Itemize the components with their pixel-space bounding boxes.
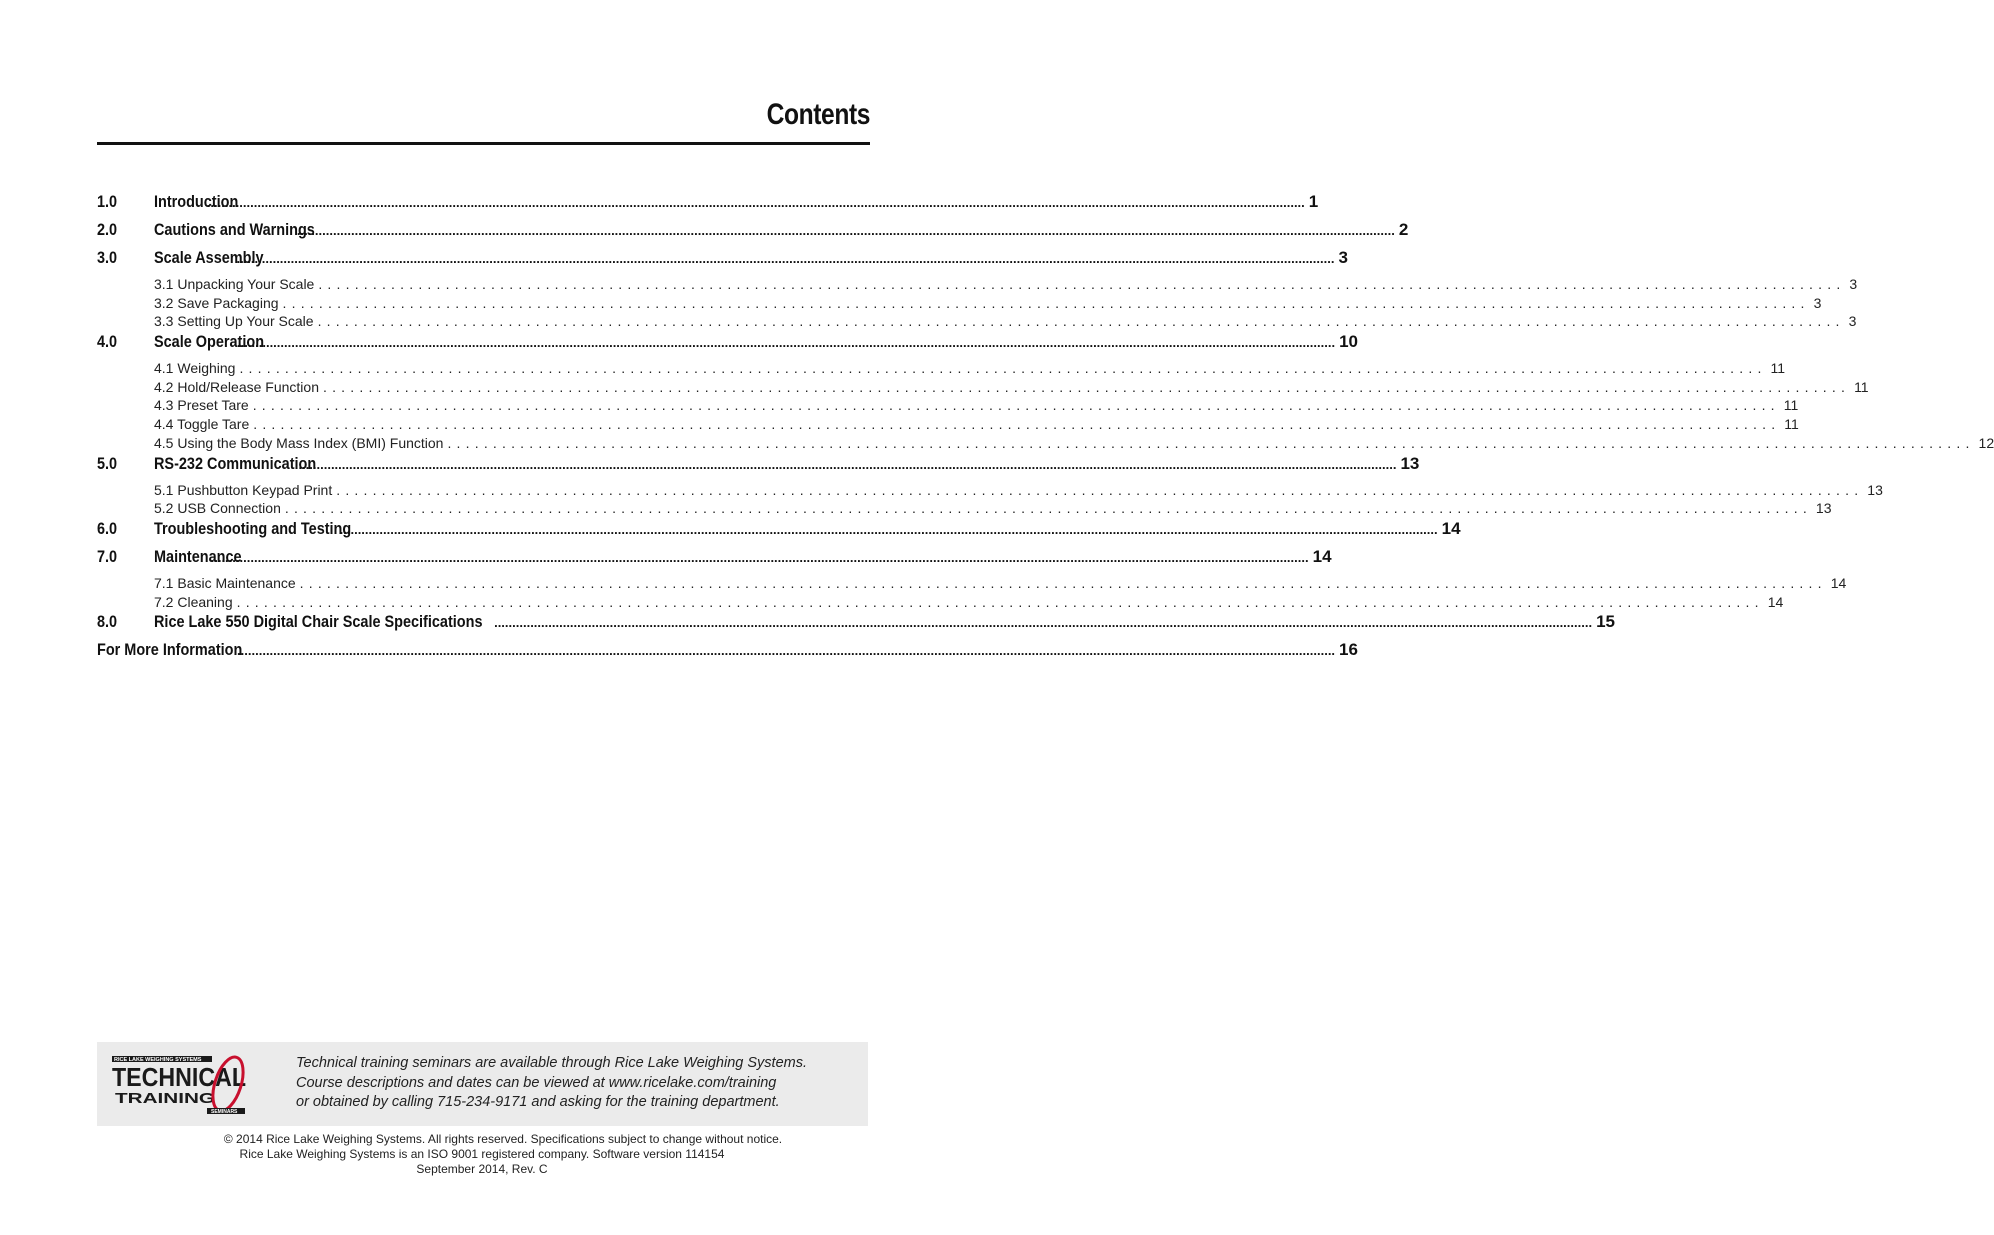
subsection-title: 7.1 Basic Maintenance bbox=[154, 574, 296, 591]
dot-leader bbox=[233, 594, 1764, 610]
toc-subsection-row[interactable] bbox=[97, 378, 1869, 398]
dot-leader bbox=[249, 416, 1780, 432]
subsection-title: 4.3 Preset Tare bbox=[154, 397, 249, 414]
promo-text bbox=[296, 1054, 807, 1113]
toc-subsection-row[interactable] bbox=[97, 313, 1857, 332]
toc-section-row[interactable] bbox=[97, 332, 1358, 360]
section-page-number: 10 bbox=[1339, 332, 1358, 352]
subsection-page-number: 14 bbox=[1830, 574, 1847, 591]
logo-tag-text: SEMINARS bbox=[211, 1109, 238, 1115]
section-page-number: 1 bbox=[1308, 192, 1319, 211]
dot-leader bbox=[237, 335, 1335, 350]
dot-leader bbox=[207, 195, 1305, 210]
toc-subsection-row[interactable] bbox=[97, 574, 1847, 594]
toc-section-row[interactable] bbox=[97, 220, 1409, 248]
section-title: RS-232 Communication bbox=[154, 453, 317, 473]
toc-subsection-row[interactable] bbox=[97, 593, 1784, 613]
dot-leader bbox=[235, 360, 1766, 376]
section-number: 3.0 bbox=[97, 248, 118, 267]
footer bbox=[0, 1132, 954, 1177]
toc-section-row[interactable] bbox=[97, 546, 1332, 575]
page-title: Contents bbox=[766, 98, 870, 131]
section-number: 4.0 bbox=[97, 332, 118, 352]
dot-leader bbox=[443, 435, 1974, 451]
iso-text: Rice Lake Weighing Systems is an ISO 9001 registered company. Software version 114154 bbox=[239, 1147, 725, 1161]
subsection-page-number: 11 bbox=[1854, 378, 1869, 395]
subsection-title: 5.2 USB Connection bbox=[154, 500, 281, 517]
section-number: 6.0 bbox=[97, 518, 118, 538]
subsection-page-number: 3 bbox=[1813, 294, 1822, 311]
subsection-page-number: 11 bbox=[1770, 360, 1786, 377]
section-title: Scale Assembly bbox=[154, 248, 264, 267]
copyright-text: © 2014 Rice Lake Weighing Systems. All rights reserved. Specifications subject to change without notice. bbox=[223, 1132, 783, 1146]
subsection-page-number: 3 bbox=[1849, 276, 1858, 292]
logo-top-text: RICE LAKE WEIGHING SYSTEMS bbox=[114, 1057, 202, 1063]
toc-subsection-row[interactable] bbox=[97, 294, 1822, 314]
section-page-number: 2 bbox=[1398, 220, 1409, 239]
toc-section-row[interactable] bbox=[97, 192, 1319, 220]
logo-sub-text: TRAINING bbox=[115, 1090, 215, 1107]
dot-leader bbox=[281, 500, 1812, 516]
toc-subsection-row[interactable] bbox=[97, 481, 1883, 501]
subsection-page-number: 11 bbox=[1783, 397, 1799, 414]
subsection-page-number: 13 bbox=[1815, 500, 1832, 517]
section-number: 7.0 bbox=[97, 546, 118, 566]
table-of-contents bbox=[97, 192, 1994, 668]
toc-subsection-row[interactable] bbox=[97, 434, 1994, 454]
toc-section-row[interactable] bbox=[97, 518, 1461, 547]
toc-section-row[interactable] bbox=[97, 640, 1358, 668]
subsection-title: 3.1 Unpacking Your Scale bbox=[154, 276, 315, 292]
toc-subsection-row[interactable] bbox=[97, 360, 1786, 379]
subsection-title: 4.5 Using the Body Mass Index (BMI) Function bbox=[154, 434, 444, 451]
toc-subsection-row[interactable] bbox=[97, 416, 1799, 435]
technical-training-logo bbox=[111, 1046, 247, 1118]
section-number: 1.0 bbox=[97, 192, 118, 211]
logo-main-text: TECHNICAL bbox=[112, 1062, 247, 1092]
section-title: For More Information bbox=[97, 640, 243, 660]
toc-subsection-row[interactable] bbox=[97, 397, 1799, 416]
section-number: 8.0 bbox=[97, 612, 118, 632]
training-promo-box bbox=[97, 1042, 868, 1126]
dot-leader bbox=[314, 276, 1845, 292]
subsection-title: 4.2 Hold/Release Function bbox=[154, 378, 319, 395]
subsection-page-number: 14 bbox=[1767, 593, 1784, 610]
section-number: 2.0 bbox=[97, 220, 118, 239]
section-title: Scale Operation bbox=[154, 332, 265, 352]
subsection-title: 3.3 Setting Up Your Scale bbox=[154, 313, 314, 330]
promo-line: Course descriptions and dates can be viewed at www.ricelake.com/training bbox=[296, 1074, 777, 1091]
subsection-page-number: 13 bbox=[1867, 481, 1883, 498]
dot-leader bbox=[211, 550, 1309, 565]
dot-leader bbox=[314, 313, 1845, 329]
section-title: Rice Lake 550 Digital Chair Scale Specifications bbox=[154, 612, 483, 632]
promo-line: or obtained by calling 715-234-9171 and asking for the training department. bbox=[296, 1094, 780, 1110]
title-rule bbox=[97, 142, 870, 145]
subsection-title: 4.1 Weighing bbox=[154, 360, 236, 377]
section-page-number: 3 bbox=[1338, 248, 1348, 267]
dot-leader bbox=[494, 615, 1592, 630]
dot-leader bbox=[296, 575, 1827, 591]
dot-leader bbox=[319, 379, 1850, 395]
section-page-number: 14 bbox=[1312, 546, 1332, 566]
dot-leader bbox=[236, 251, 1334, 266]
dot-leader bbox=[279, 295, 1810, 311]
toc-subsection-row[interactable] bbox=[97, 500, 1832, 519]
dot-leader bbox=[249, 397, 1780, 413]
section-page-number: 14 bbox=[1441, 518, 1461, 538]
toc-section-row[interactable] bbox=[97, 612, 1615, 640]
subsection-title: 3.2 Save Packaging bbox=[154, 294, 279, 311]
subsection-page-number: 12 bbox=[1978, 434, 1994, 451]
section-title: Maintenance bbox=[154, 546, 242, 566]
section-page-number: 13 bbox=[1400, 453, 1420, 473]
subsection-title: 7.2 Cleaning bbox=[154, 593, 233, 610]
revision-text: September 2014, Rev. C bbox=[416, 1162, 548, 1176]
toc-section-row[interactable] bbox=[97, 248, 1348, 276]
section-number: 5.0 bbox=[97, 453, 118, 473]
dot-leader bbox=[297, 223, 1395, 238]
toc-section-row[interactable] bbox=[97, 453, 1420, 482]
section-page-number: 15 bbox=[1596, 612, 1615, 632]
section-title: Troubleshooting and Testing bbox=[154, 518, 352, 538]
dot-leader bbox=[298, 457, 1396, 472]
promo-line: Technical training seminars are available through Rice Lake Weighing Systems. bbox=[296, 1055, 807, 1071]
dot-leader bbox=[237, 643, 1335, 658]
subsection-page-number: 3 bbox=[1848, 313, 1857, 330]
dot-leader bbox=[332, 482, 1863, 498]
section-title: Introduction bbox=[154, 192, 239, 211]
subsection-title: 5.1 Pushbutton Keypad Print bbox=[154, 481, 333, 498]
dot-leader bbox=[340, 522, 1438, 537]
subsection-title: 4.4 Toggle Tare bbox=[154, 416, 250, 433]
section-page-number: 16 bbox=[1339, 640, 1358, 660]
subsection-page-number: 11 bbox=[1784, 416, 1799, 433]
toc-subsection-row[interactable] bbox=[97, 276, 1858, 295]
section-title: Cautions and Warnings bbox=[154, 220, 315, 239]
